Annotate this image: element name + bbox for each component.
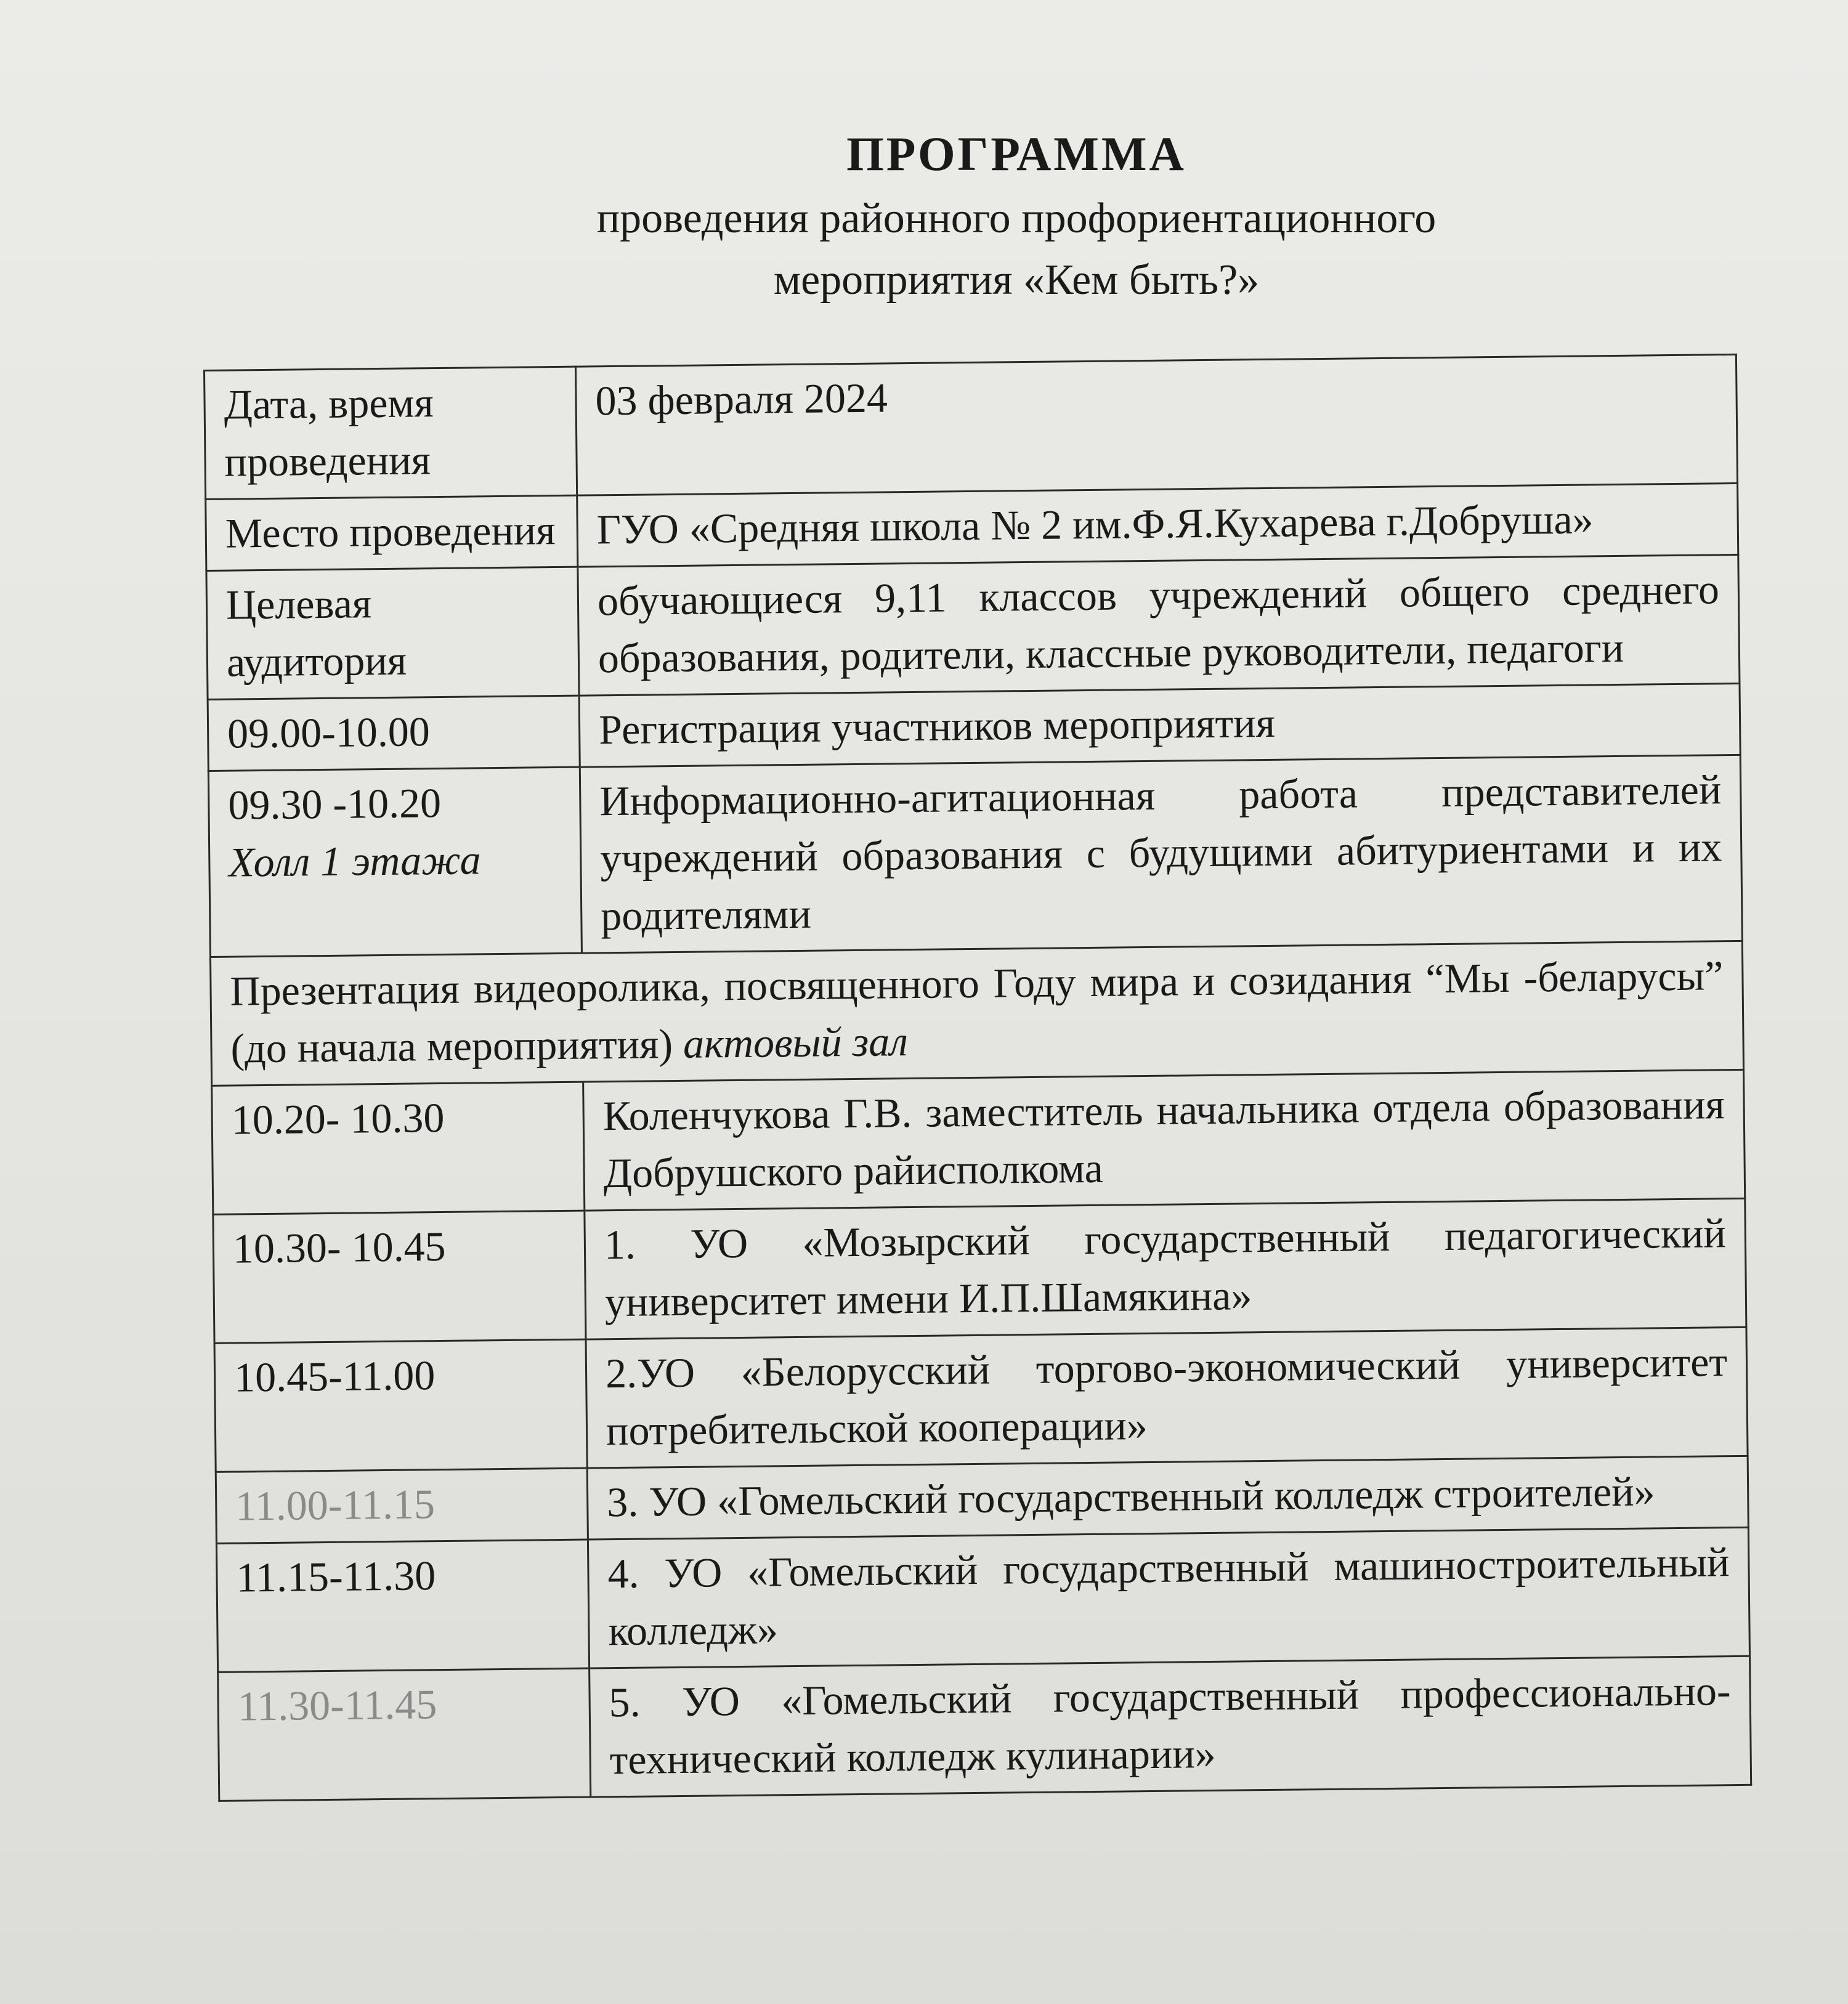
row-time-cell [208, 767, 582, 957]
table-row [214, 1327, 1748, 1472]
table-row [206, 554, 1740, 699]
row-activity: 1. УО «Мозырский государственный педагогический университет имени И.П.Шамякина» [585, 1198, 1746, 1339]
table-row [212, 1069, 1745, 1214]
row-time: 10.30- 10.45 [213, 1211, 586, 1343]
row-label: Целевая аудитория [206, 567, 579, 699]
row-location-note: актовый зал [683, 1018, 909, 1067]
row-location-note: Холл 1 этажа [228, 836, 481, 886]
row-time: 09.00-10.00 [208, 696, 580, 771]
table-row [213, 1198, 1746, 1343]
row-activity: 5. УО «Гомельский государственный профессионально-технический колледж кулинарии» [590, 1656, 1751, 1797]
row-value: 03 февраля 2024 [575, 354, 1737, 495]
program-table [203, 354, 1752, 1802]
row-activity: 4. УО «Гомельский государственный машиностроительный колледж» [588, 1527, 1749, 1668]
document-subtitle-line2: мероприятия «Кем быть?» [773, 256, 1260, 304]
row-activity: Информационно-агитационная работа представителей учреждений образования с будущими абитуриентами и их родителями [580, 755, 1742, 953]
row-value: ГУО «Средняя школа № 2 им.Ф.Я.Кухарева г.Добруша» [577, 483, 1738, 567]
row-activity: 2.УО «Белорусский торгово-экономический университет потребительской кооперации» [586, 1327, 1748, 1468]
row-value: обучающиеся 9,11 классов учреждений общего среднего образования, родители, классные руководители, педагоги [578, 554, 1740, 696]
table-row [218, 1656, 1751, 1801]
document-title: ПРОГРАММА [846, 127, 1186, 181]
row-time: 11.00-11.15 [216, 1468, 588, 1543]
row-label: Дата, время проведения [205, 367, 577, 499]
row-activity: Коленчукова Г.В. заместитель начальника отдела образования Добрушского райисполкома [583, 1069, 1745, 1211]
row-time: 10.45-11.00 [214, 1339, 587, 1472]
row-time: 10.20- 10.30 [212, 1082, 585, 1214]
table-row [208, 755, 1742, 957]
row-label: Место проведения [206, 495, 578, 570]
table-row [216, 1527, 1749, 1672]
row-time: 09.30 -10.20 [228, 779, 442, 829]
row-time: 11.30-11.45 [218, 1668, 591, 1801]
row-activity: Презентация видеоролика, посвященного Году мира и созидания “Мы -беларусы” (до начала мероприятия) [230, 952, 1724, 1072]
row-activity: 3. УО «Гомельский государственный колледж строителей» [587, 1456, 1748, 1540]
row-time: 11.15-11.30 [216, 1540, 589, 1672]
table-row [205, 354, 1738, 499]
row-activity: Регистрация участников мероприятия [579, 683, 1740, 767]
table-row [210, 941, 1743, 1085]
row-full-width [210, 941, 1743, 1085]
document-subtitle-line1: проведения районного профориентационного [596, 195, 1437, 242]
